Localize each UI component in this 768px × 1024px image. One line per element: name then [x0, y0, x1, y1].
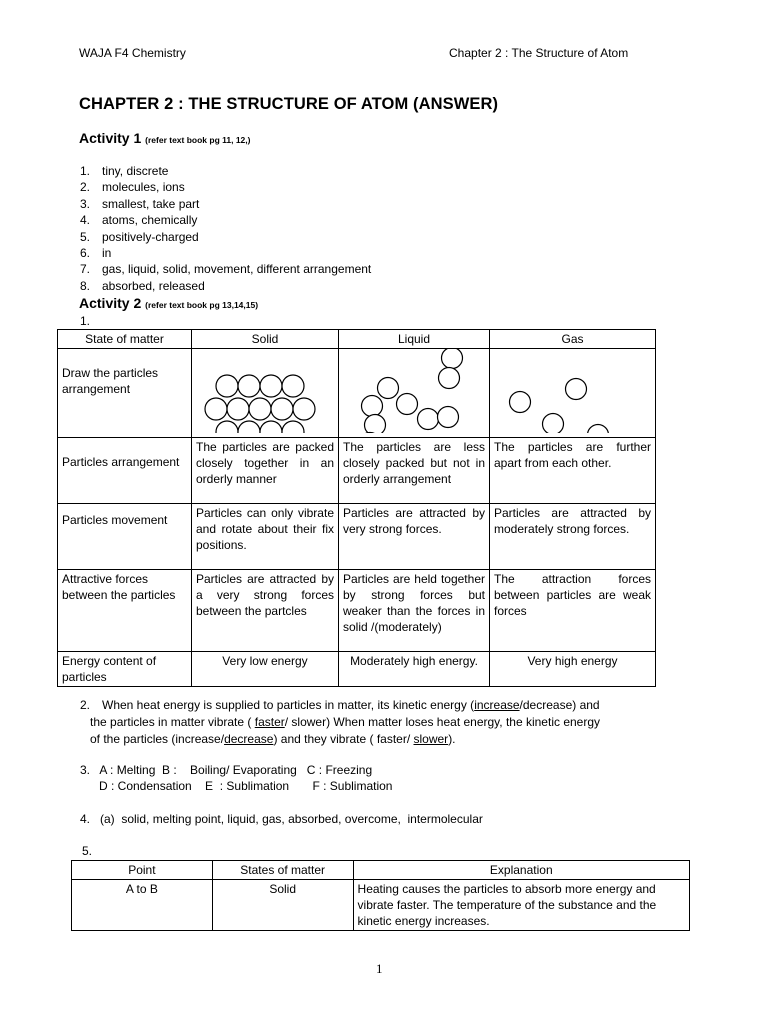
gas-cell: Particles are attracted by moderately strong forces. — [490, 504, 656, 570]
table-row — [58, 570, 656, 652]
table-row — [58, 652, 656, 687]
activity1-label: Activity 1 — [79, 130, 142, 146]
list-item: 2. molecules, ions — [80, 180, 185, 195]
solid-cell: Very low energy — [192, 652, 339, 687]
table-header-row — [58, 330, 656, 349]
solid-particles-svg — [192, 349, 338, 433]
gas-particles-drawing — [490, 349, 656, 438]
row-label: Particles arrangement — [58, 438, 192, 504]
activity1-heading — [79, 130, 250, 146]
question-3-line2: D : Condensation E : Sublimation F : Sublimation — [99, 779, 393, 793]
underlined-answer: faster — [254, 715, 285, 729]
page-number: 1 — [376, 961, 383, 976]
activity1-ref: (refer text book pg 11, 12,) — [145, 135, 251, 145]
row-label: Particles movement — [58, 504, 192, 570]
list-item: 8. absorbed, released — [80, 278, 205, 293]
table-row — [72, 880, 690, 931]
liquid-particles-svg — [339, 349, 489, 433]
question-3-line1: 3. A : Melting B : Boiling/ Evaporating C : Freezing — [80, 763, 373, 777]
liquid-cell: Particles are attracted by very strong forces. — [339, 504, 490, 570]
solid-cell: Particles are attracted by a very strong forces between the partcles — [192, 570, 339, 652]
heating-curve-table — [71, 860, 690, 931]
question-4: 4. (a) solid, melting point, liquid, gas, absorbed, overcome, intermolecular — [80, 812, 483, 826]
header-right: Chapter 2 : The Structure of Atom — [449, 46, 629, 60]
header-cell: States of matter — [212, 861, 353, 880]
question-2: 2. When heat energy is supplied to particles in matter, its kinetic energy (increase/decrease) and the particles in matter vibrate ( faster/ slower) When matter loses heat energy, the kinetic energy of the particles (increase/decrease) and they vibrate ( faster/ slower). — [80, 698, 601, 746]
activity2-label: Activity 2 — [79, 295, 142, 311]
question-5-number: 5. — [82, 844, 93, 858]
table-header-row — [72, 861, 690, 880]
gas-particles-svg — [490, 349, 655, 433]
solid-cell: Particles can only vibrate and rotate about their fix positions. — [192, 504, 339, 570]
state-cell: Solid — [212, 880, 353, 931]
table-row — [58, 349, 656, 438]
activity2-question-number: 1. — [80, 314, 91, 328]
row-label: Draw the particles arrangement — [58, 349, 192, 438]
underlined-answer: decrease — [224, 732, 274, 746]
page-title: CHAPTER 2 : THE STRUCTURE OF ATOM (ANSWER) — [79, 95, 499, 113]
header-cell: Liquid — [339, 330, 490, 349]
solid-particles-drawing — [192, 349, 339, 438]
liquid-particles-drawing — [339, 349, 490, 438]
list-item: 4. atoms, chemically — [80, 213, 198, 228]
header-cell: Explanation — [353, 861, 689, 880]
table-row — [58, 438, 656, 504]
header-cell: Solid — [192, 330, 339, 349]
table-row — [58, 504, 656, 570]
activity1-answer-list — [80, 163, 371, 294]
underlined-answer: increase — [474, 698, 520, 712]
states-of-matter-table — [57, 329, 656, 687]
list-item: 5. positively-charged — [80, 229, 199, 244]
liquid-cell: Moderately high energy. — [339, 652, 490, 687]
underlined-answer: slower — [413, 732, 449, 746]
list-item: 3. smallest, take part — [80, 196, 200, 211]
liquid-cell: The particles are less closely packed but not in orderly arrangement — [339, 438, 490, 504]
gas-cell: The attraction forces between particles are weak forces — [490, 570, 656, 652]
activity2-ref: (refer text book pg 13,14,15) — [145, 300, 259, 310]
header-left: WAJA F4 Chemistry — [79, 46, 186, 60]
list-item: 1. tiny, discrete — [80, 164, 169, 178]
row-label: Energy content of particles — [58, 652, 192, 687]
list-item: 7. gas, liquid, solid, movement, different arrangement — [80, 262, 372, 277]
point-cell: A to B — [72, 880, 213, 931]
header-cell: Point — [72, 861, 213, 880]
gas-cell: Very high energy — [490, 652, 656, 687]
liquid-cell: Particles are held together by strong forces but weaker than the forces in solid /(moderately) — [339, 570, 490, 652]
explanation-cell: Heating causes the particles to absorb more energy and vibrate faster. The temperature of the substance and the kinetic energy increases. — [353, 880, 689, 931]
header-cell: State of matter — [58, 330, 192, 349]
header-cell: Gas — [490, 330, 656, 349]
solid-cell: The particles are packed closely together in an orderly manner — [192, 438, 339, 504]
row-label: Attractive forces between the particles — [58, 570, 192, 652]
list-item: 6. in — [80, 246, 112, 261]
activity2-heading — [79, 295, 258, 311]
gas-cell: The particles are further apart from each other. — [490, 438, 656, 504]
